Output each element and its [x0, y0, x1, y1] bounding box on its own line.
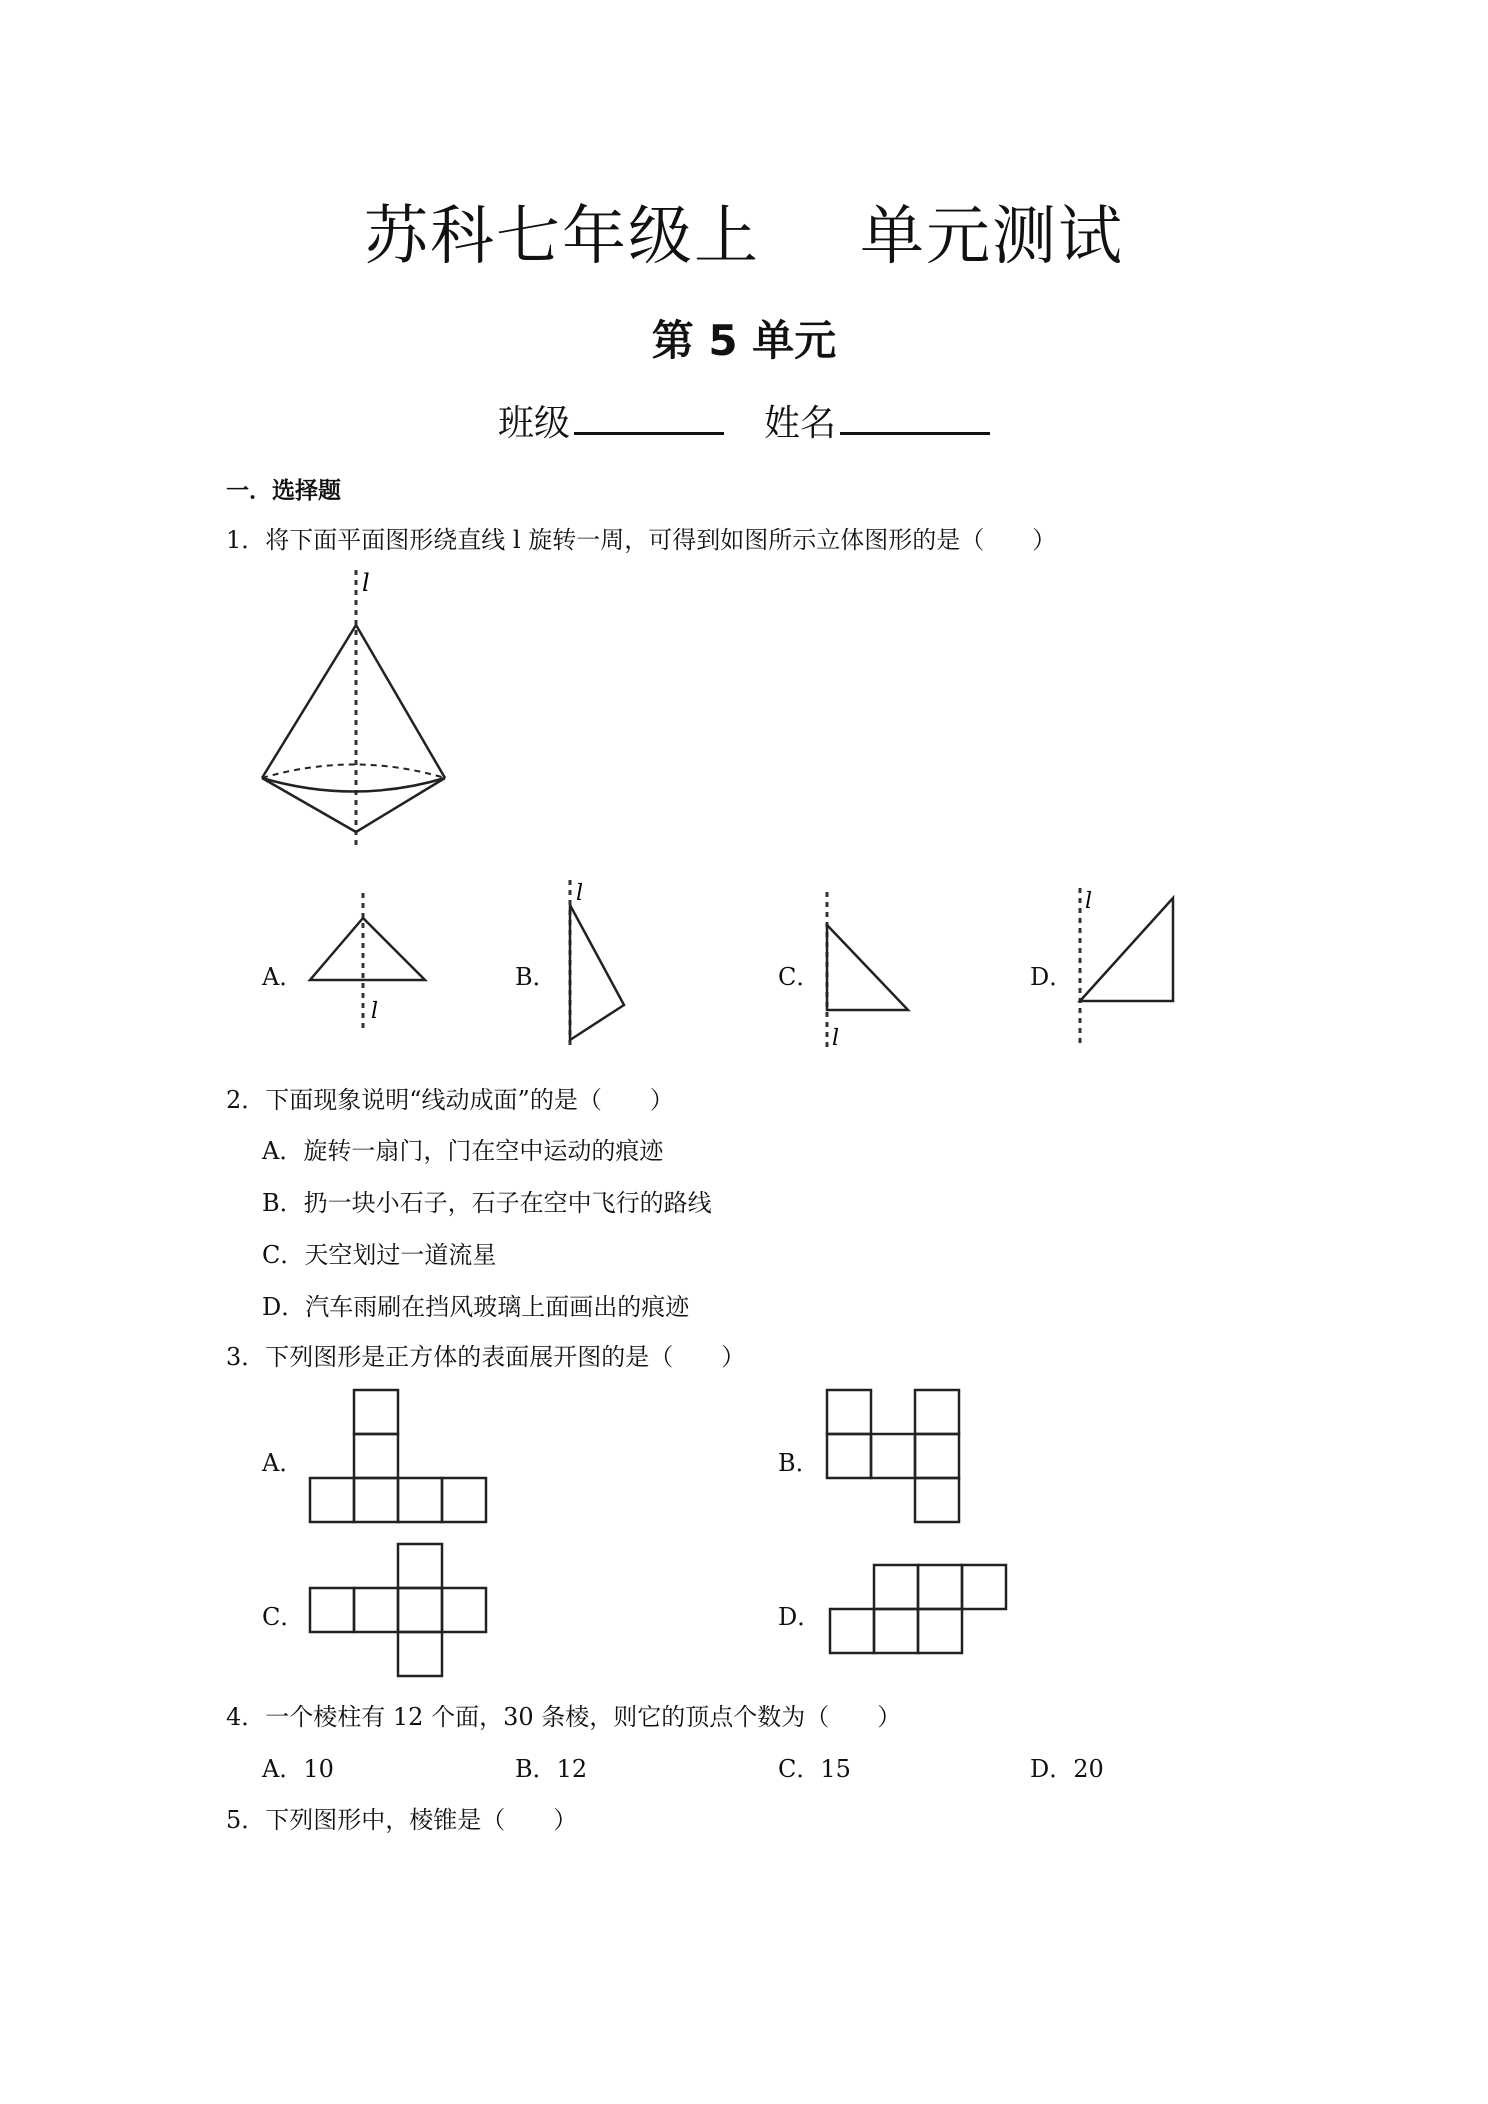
class-blank[interactable]: [574, 398, 724, 435]
question-text: 将下面平面图形绕直线 l 旋转一周，可得到如图所示立体图形的是（ ）: [265, 526, 1057, 554]
q2-option-a[interactable]: A．旋转一扇门，门在空中运动的痕迹: [262, 1137, 664, 1165]
title-right: 单元测试: [860, 200, 1124, 274]
section-heading: 一．选择题: [226, 478, 341, 504]
svg-text:l: l: [371, 999, 379, 1024]
q1-option-d[interactable]: D．: [1030, 963, 1074, 991]
q1-option-c[interactable]: C．: [778, 963, 821, 991]
axis-label: l: [362, 569, 370, 597]
question-number: 4．: [226, 1703, 266, 1731]
svg-text:l: l: [576, 881, 584, 906]
q1-option-a[interactable]: A．: [262, 963, 304, 991]
q4-option-a[interactable]: A．10: [262, 1755, 334, 1783]
q1-option-b[interactable]: B．: [515, 963, 557, 991]
question-text: 下面现象说明“线动成面”的是（ ）: [265, 1086, 674, 1114]
name-label: 姓名: [764, 403, 837, 444]
question-4: [226, 1697, 901, 1732]
student-info-line: [0, 395, 1488, 446]
page-title: [0, 185, 1488, 277]
question-5: [226, 1800, 577, 1835]
q1-option-d-figure: [1075, 883, 1185, 1048]
question-number: 1．: [226, 526, 266, 554]
question-2: [226, 1080, 674, 1115]
question-text: 下列图形中，棱锥是（ ）: [265, 1806, 578, 1834]
q2-option-c[interactable]: C．天空划过一道流星: [262, 1241, 497, 1269]
question-number: 2．: [226, 1086, 266, 1114]
double-cone-figure: [250, 565, 460, 855]
question-number: 5．: [226, 1806, 266, 1834]
q2-option-d[interactable]: D．汽车雨刷在挡风玻璃上面画出的痕迹: [262, 1293, 690, 1321]
question-text: 一个棱柱有 12 个面，30 条棱，则它的顶点个数为（ ）: [265, 1703, 902, 1731]
name-blank[interactable]: [840, 398, 990, 435]
class-label: 班级: [497, 403, 570, 444]
q4-option-c[interactable]: C．15: [778, 1755, 851, 1783]
unit-subtitle: 第 5 单元: [651, 316, 837, 365]
svg-text:l: l: [832, 1026, 840, 1051]
q3-option-a-net: [310, 1388, 490, 1528]
q3-option-d[interactable]: D．: [778, 1603, 822, 1631]
q1-option-c-figure: [820, 890, 920, 1050]
q1-option-b-figure: [560, 875, 640, 1055]
q3-option-d-net: [828, 1563, 1013, 1658]
q3-option-c-net: [310, 1542, 490, 1682]
q3-option-b-net: [825, 1388, 965, 1528]
q2-option-b[interactable]: B．扔一块小石子，石子在空中飞行的路线: [262, 1189, 712, 1217]
title-left: 苏科七年级上: [364, 200, 760, 274]
svg-text:l: l: [1085, 889, 1093, 914]
q3-option-b[interactable]: B．: [778, 1449, 820, 1477]
q1-option-a-figure: [305, 888, 425, 1038]
question-3: [226, 1337, 745, 1372]
question-1: [226, 520, 1056, 555]
q4-option-d[interactable]: D．20: [1030, 1755, 1104, 1783]
q3-option-c[interactable]: C．: [262, 1603, 305, 1631]
q3-option-a[interactable]: A．: [262, 1449, 304, 1477]
question-text: 下列图形是正方体的表面展开图的是（ ）: [265, 1343, 746, 1371]
q4-option-b[interactable]: B．12: [515, 1755, 588, 1783]
question-number: 3．: [226, 1343, 266, 1371]
